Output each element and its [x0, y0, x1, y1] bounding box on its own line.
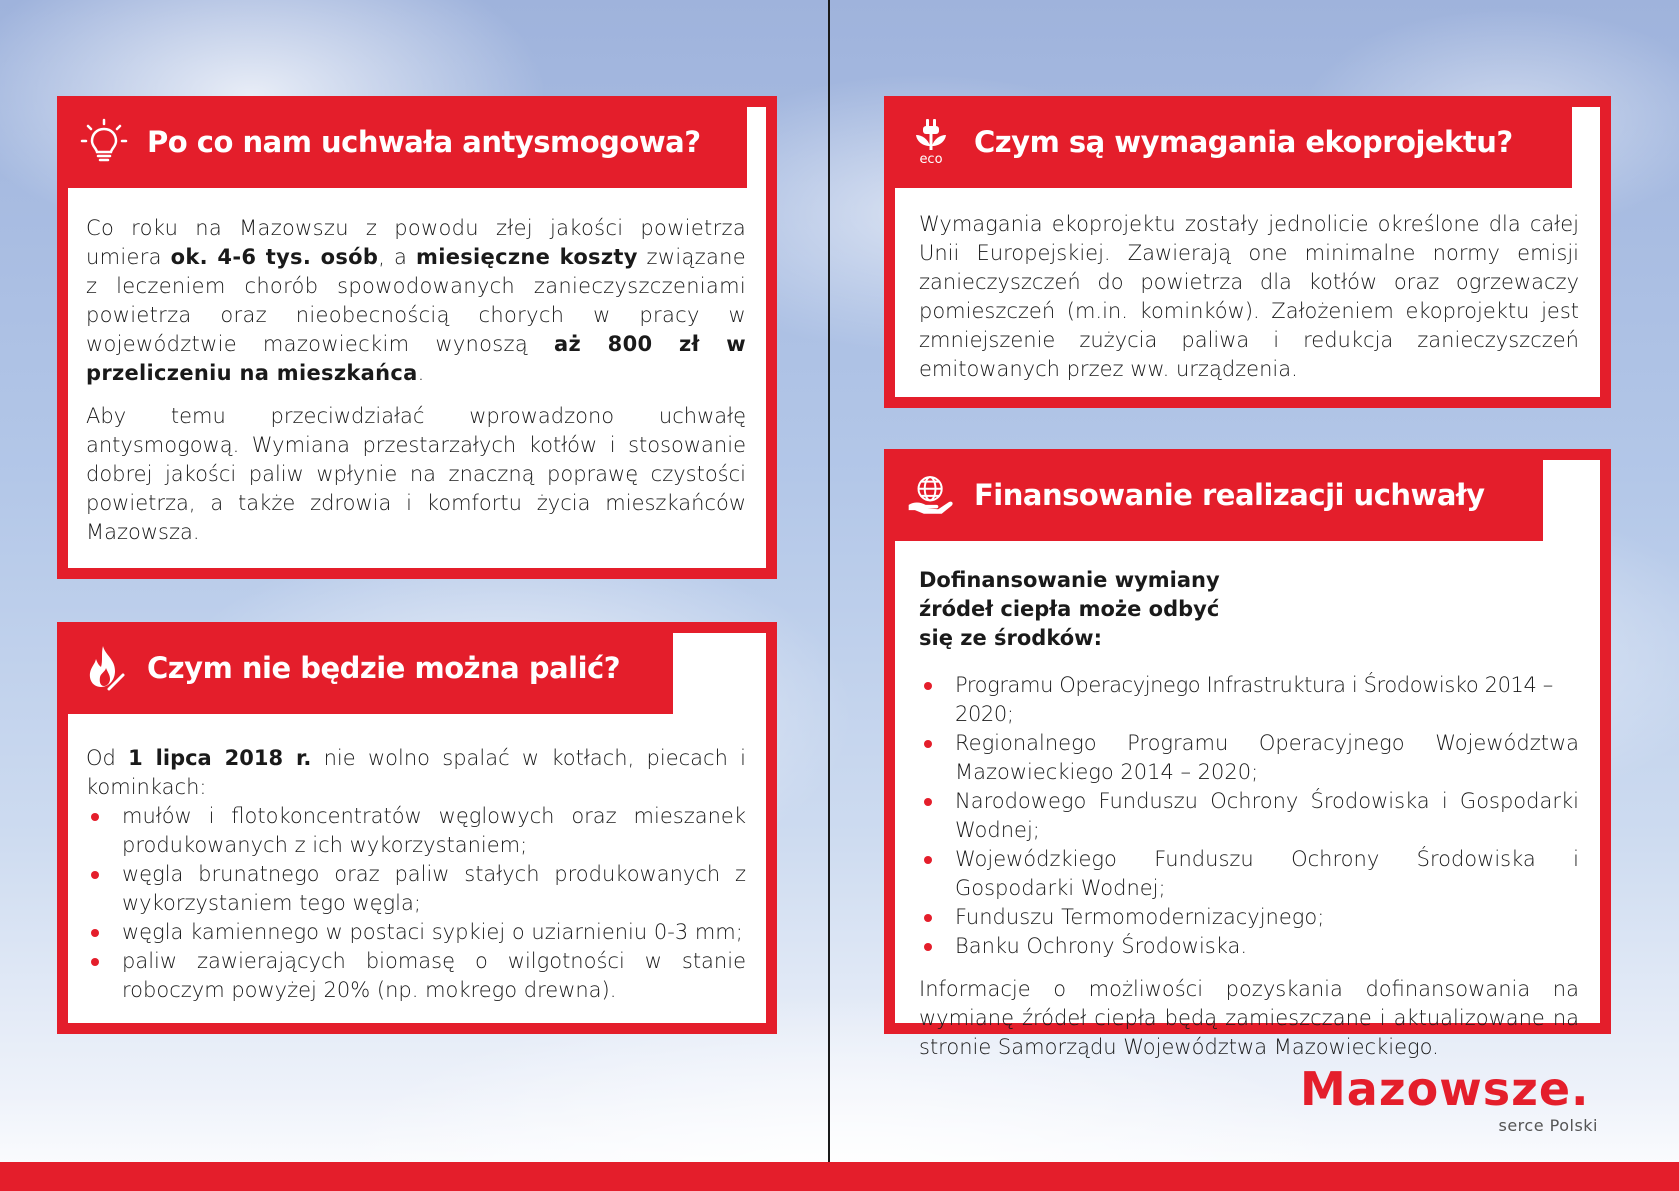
logo-wordmark: Mazowsze. — [1300, 1062, 1590, 1116]
eco-paragraph: Wymagania ekoprojektu zostały jednolicie określone dla całej Unii Europejskiej. Zawierają one minimalne normy emisji zanieczyszczeń do powietrza dla kotłów oraz ogrzewaczy pomieszczeń (m.in. kominków). Założeniem ekoprojektu jest zmniejszenie zużycia paliwa i redukcja zanieczyszczeń emitowanych przez ww. urządzenia. — [919, 212, 1579, 381]
smog-paragraph-1 — [86, 214, 746, 388]
panel-smog-title: Po co nam uchwała antysmogowa? — [147, 125, 701, 159]
panel-burn — [57, 622, 777, 1034]
list-item: paliw zawierających biomasę o wilgotności w stanie roboczym powyżej 20% (np. mokrego drewna). — [86, 947, 746, 1005]
panel-finance-content — [919, 566, 1579, 1076]
smog-p1-text-3: związane z leczeniem chorób spowodowanych zanieczyszczeniami powietrza oraz nieobecnością chorych w pracy w województwie mazowieckim wynoszą — [86, 245, 746, 356]
list-item: Narodowego Funduszu Ochrony Środowiska i Gospodarki Wodnej; — [919, 787, 1579, 845]
smog-paragraph-2: Aby temu przeciwdziałać wprowadzono uchwałę antysmogową. Wymiana przestarzałych kotłów i stosowanie dobrej jakości paliw wpłynie na znaczną poprawę czystości powietrza, a także zdrowia i komfortu życia mieszkańców Mazowsza. — [86, 404, 746, 544]
panel-eco-title: Czym są wymagania ekoprojektu? — [974, 125, 1513, 159]
smog-p1-bold-deaths: ok. 4-6 tys. osób — [170, 245, 379, 269]
list-item: węgla kamiennego w postaci sypkiej o uziarnieniu 0-3 mm; — [86, 918, 746, 947]
burn-list — [86, 802, 746, 1005]
smog-p1-bold-costs: miesięczne koszty — [416, 245, 638, 269]
eco-icon-label: eco — [919, 152, 943, 167]
panel-burn-header — [57, 622, 673, 714]
smog-p1-bold-amount: aż 800 zł w przeliczeniu na mieszkańca — [86, 332, 746, 385]
burn-intro-text-2: nie wolno spalać w kotłach, piecach i kominkach: — [86, 746, 746, 799]
eco-plug-icon — [906, 117, 956, 167]
globe-hand-icon — [906, 470, 956, 520]
fire-icon — [79, 643, 129, 693]
burn-intro-text-1: Od — [86, 746, 129, 770]
list-item: węgla brunatnego oraz paliw stałych produkowanych z wykorzystaniem tego węgla; — [86, 860, 746, 918]
panel-finance-header — [884, 449, 1543, 541]
burn-intro — [86, 744, 746, 802]
list-item: Programu Operacyjnego Infrastruktura i Środowisko 2014 – 2020; — [919, 671, 1579, 729]
smog-p1-text-2: , a — [378, 245, 417, 269]
panel-smog-content — [86, 214, 746, 561]
page-divider — [828, 0, 830, 1162]
panel-eco-content — [919, 210, 1579, 398]
panel-burn-title: Czym nie będzie można palić? — [147, 651, 621, 685]
smog-p1-text-4: . — [417, 361, 425, 385]
list-item: Regionalnego Programu Operacyjnego Województwa Mazowieckiego 2014 – 2020; — [919, 729, 1579, 787]
finance-list — [919, 671, 1579, 961]
list-item: Banku Ochrony Środowiska. — [919, 932, 1579, 961]
finance-lead: Dofinansowanie wymiany źródeł ciepła może odbyć się ze środków: — [919, 568, 1220, 650]
list-item: mułów i flotokoncentratów węglowych oraz mieszanek produkowanych z ich wykorzystaniem; — [86, 802, 746, 860]
panel-smog-header — [57, 96, 747, 188]
lightbulb-icon — [79, 117, 129, 167]
list-item: Wojewódzkiego Funduszu Ochrony Środowiska i Gospodarki Wodnej; — [919, 845, 1579, 903]
logo-tagline: serce Polski — [1498, 1116, 1598, 1135]
panel-smog — [57, 96, 777, 579]
panel-eco — [884, 96, 1611, 408]
panel-finance — [884, 449, 1611, 1059]
bottom-bar — [0, 1162, 1679, 1191]
burn-intro-date: 1 lipca 2018 r. — [128, 746, 312, 770]
mazowsze-logo — [1300, 1062, 1620, 1142]
panel-burn-content — [86, 744, 746, 1005]
finance-footer: Informacje o możliwości pozyskania dofinansowania na wymianę źródeł ciepła będą zamieszczane i aktualizowane na stronie Samorządu Województwa Mazowieckiego. — [919, 977, 1579, 1059]
panel-eco-header — [884, 96, 1572, 188]
smog-p1-text-1: Co roku na Mazowszu z powodu złej jakości powietrza umiera — [86, 216, 746, 269]
list-item: Funduszu Termomodernizacyjnego; — [919, 903, 1579, 932]
panel-finance-title: Finansowanie realizacji uchwały — [974, 478, 1485, 512]
